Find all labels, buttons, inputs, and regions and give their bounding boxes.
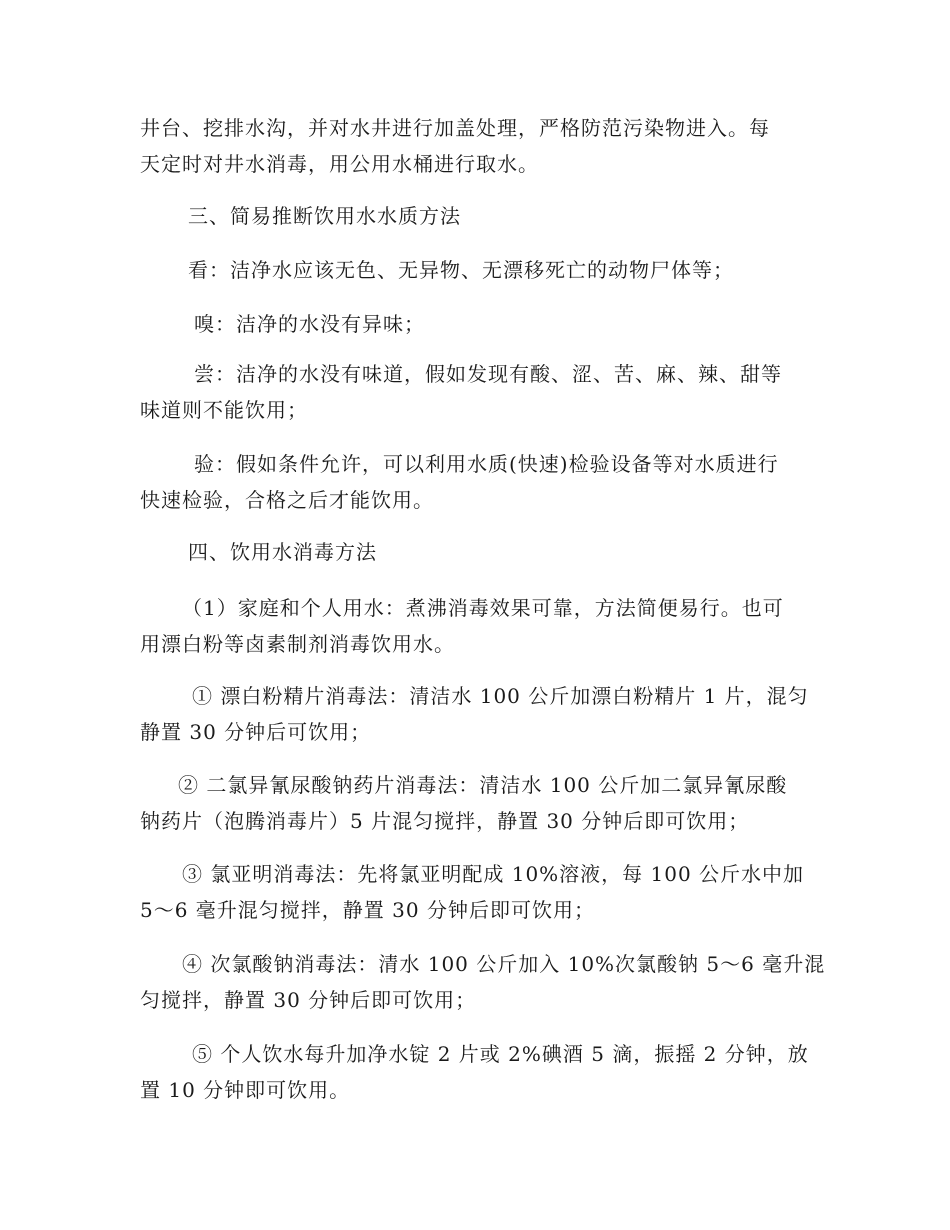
paragraph-method-2 bbox=[140, 767, 808, 839]
text-line: 验：假如条件允许，可以利用水质(快速)检验设备等对水质进行 bbox=[194, 452, 779, 476]
text-line: 三、简易推断饮用水水质方法 bbox=[188, 204, 461, 228]
section-heading-disinfection bbox=[188, 534, 856, 570]
text-line: 静置 30 分钟后可饮用； bbox=[140, 720, 372, 744]
text-line: ④ 次氯酸钠消毒法：清水 100 公斤加入 10%次氯酸钠 5～6 毫升混 bbox=[182, 952, 826, 976]
paragraph-well-treatment bbox=[140, 110, 808, 182]
text-line: 钠药片（泡腾消毒片）5 片混匀搅拌，静置 30 分钟后即可饮用； bbox=[140, 809, 750, 833]
text-line: 快速检验，合格之后才能饮用。 bbox=[140, 488, 434, 512]
text-line: 看：洁净水应该无色、无异物、无漂移死亡的动物尸体等； bbox=[188, 258, 734, 282]
text-line: 味道则不能饮用； bbox=[140, 398, 308, 422]
text-line: 5～6 毫升混匀搅拌，静置 30 分钟后即可饮用； bbox=[140, 898, 595, 922]
text-line: 四、饮用水消毒方法 bbox=[188, 540, 377, 564]
text-line: 匀搅拌，静置 30 分钟后即可饮用； bbox=[140, 988, 477, 1012]
paragraph-method-5 bbox=[140, 1036, 808, 1108]
text-line: 置 10 分钟即可饮用。 bbox=[140, 1078, 351, 1102]
paragraph-method-3 bbox=[140, 856, 808, 928]
text-line: ① 漂白粉精片消毒法：清洁水 100 公斤加漂白粉精片 1 片，混匀 bbox=[192, 684, 809, 708]
paragraph-method-4 bbox=[140, 946, 826, 1018]
paragraph-smell bbox=[194, 306, 862, 342]
text-line: （1）家庭和个人用水：煮沸消毒效果可靠，方法简便易行。也可 bbox=[182, 596, 784, 620]
text-line: ③ 氯亚明消毒法：先将氯亚明配成 10%溶液，每 100 公斤水中加 bbox=[182, 862, 805, 886]
paragraph-taste bbox=[140, 356, 808, 428]
section-heading-water-quality bbox=[188, 198, 856, 234]
paragraph-test bbox=[140, 446, 808, 518]
text-line: 嗅：洁净的水没有异味； bbox=[194, 312, 425, 336]
text-line: 井台、挖排水沟，并对水井进行加盖处理，严格防范污染物进入。每 bbox=[140, 116, 770, 140]
text-line: 天定时对井水消毒，用公用水桶进行取水。 bbox=[140, 152, 539, 176]
text-line: ⑤ 个人饮水每升加净水锭 2 片或 2%碘酒 5 滴，振摇 2 分钟，放 bbox=[192, 1042, 809, 1066]
paragraph-household bbox=[140, 590, 808, 662]
paragraph-look bbox=[188, 252, 856, 288]
paragraph-method-1 bbox=[140, 678, 808, 750]
text-line: 尝：洁净的水没有味道，假如发现有酸、涩、苦、麻、辣、甜等 bbox=[194, 362, 782, 386]
text-line: 用漂白粉等卤素制剂消毒饮用水。 bbox=[140, 632, 455, 656]
text-line: ② 二氯异氰尿酸钠药片消毒法：清洁水 100 公斤加二氯异氰尿酸 bbox=[178, 773, 788, 797]
